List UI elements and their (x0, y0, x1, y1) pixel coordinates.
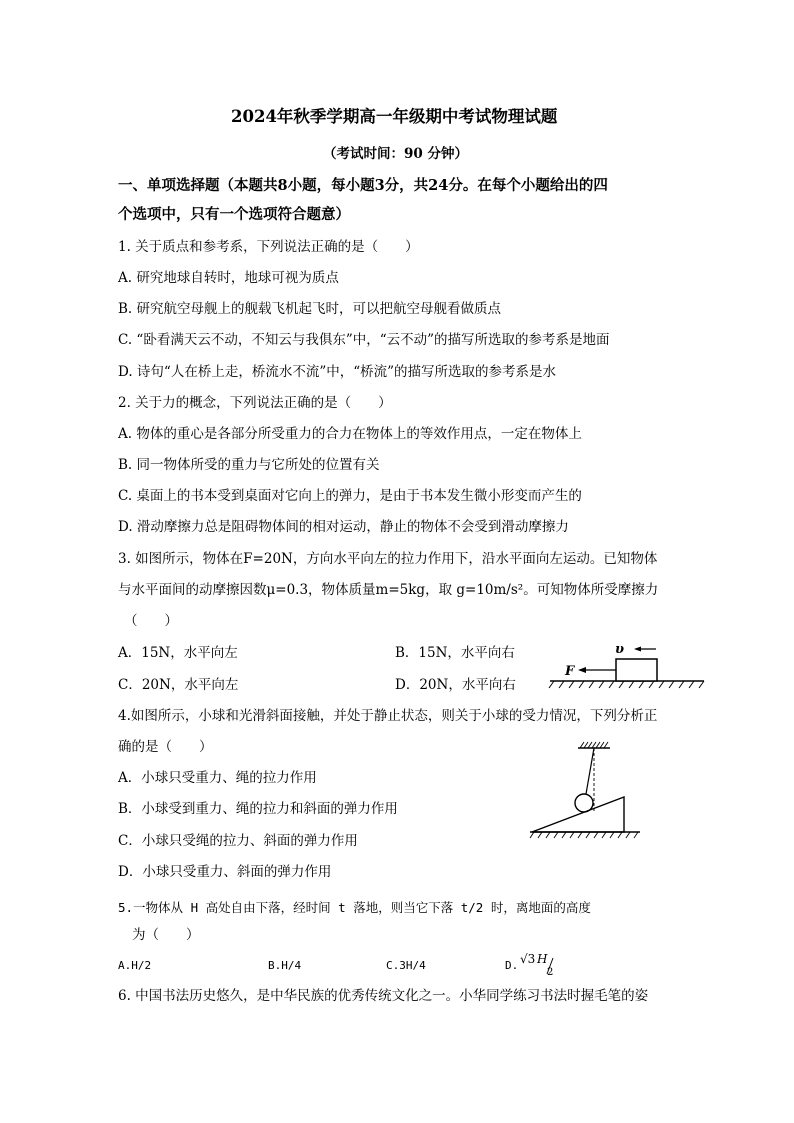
q3-option-b: B．15N，水平向右 (395, 645, 515, 661)
page-title: 2024年秋季学期高一年级期中考试物理试题 (231, 107, 558, 126)
q4-stem-line2: 确的是（ ） (118, 739, 213, 755)
q3-stem-line2: 与水平面间的动摩擦因数μ=0.3，物体质量m=5kg，取 g=10m/s²。可知物体所受摩擦力 (118, 582, 659, 598)
q5-option-c: C.3H/4 (386, 959, 426, 972)
q2-option-b: B. 同一物体所受的重力与它所处的位置有关 (118, 457, 380, 473)
q5-option-d-formula (520, 948, 556, 978)
q2-option-d: D. 滑动摩擦力总是阻碍物体间的相对运动，静止的物体不会受到滑动摩擦力 (118, 519, 569, 535)
q5-option-a: A.H/2 (118, 959, 152, 972)
section-heading-line1: 一、单项选择题（本题共8小题，每小题3分，共24分。在每个小题给出的四 (118, 177, 608, 194)
q1-option-d: D. 诗句“人在桥上走，桥流水不流”中，“桥流”的描写所选取的参考系是水 (118, 364, 557, 380)
q3-option-c: C．20N，水平向左 (118, 677, 239, 693)
velocity-label: υ (615, 642, 625, 657)
block (616, 659, 657, 681)
q5-option-d: D. (505, 959, 519, 972)
q5-option-b: B.H/4 (268, 959, 302, 972)
ground-hatching (549, 681, 704, 688)
q3-figure (548, 640, 708, 692)
q3-stem-line3: （ ） (124, 613, 178, 629)
q1-option-c: C. “卧看满天云不动，不知云与我俱东”中，“云不动”的描写所选取的参考系是地面 (118, 332, 610, 348)
string (586, 748, 594, 794)
q5-stem-line2: 为（ ） (132, 927, 200, 943)
q3-stem-line1: 3. 如图所示，物体在F=20N，方向水平向左的拉力作用下，沿水平面向左运动。已知物体 (118, 551, 658, 567)
floor-hatching (530, 832, 638, 838)
q4-option-b: B．小球受到重力、绳的拉力和斜面的弹力作用 (118, 801, 398, 817)
velocity-arrow-head (634, 647, 641, 652)
q1-option-a: A. 研究地球自转时，地球可视为质点 (118, 270, 339, 286)
ceiling-hatching (580, 742, 608, 748)
exam-duration: （考试时间：90 分钟） (323, 146, 468, 162)
q4-option-d: D．小球只受重力、斜面的弹力作用 (118, 864, 332, 880)
q1-option-b: B. 研究航空母舰上的舰载飞机起飞时，可以把航空母舰看做质点 (118, 301, 502, 317)
force-arrow-head (578, 667, 586, 673)
section-heading-line2: 个选项中，只有一个选项符合题意） (118, 206, 350, 223)
q4-option-a: A．小球只受重力、绳的拉力作用 (118, 770, 317, 786)
q2-option-c: C. 桌面上的书本受到桌面对它向上的弹力，是由于书本发生微小形变而产生的 (118, 488, 582, 504)
q4-option-c: C．小球只受绳的拉力、斜面的弹力作用 (118, 833, 358, 849)
q2-stem: 2. 关于力的概念，下列说法正确的是（ ） (118, 395, 392, 411)
q2-option-a: A. 物体的重心是各部分所受重力的合力在物体上的等效作用点，一定在物体上 (118, 426, 582, 442)
q4-figure (528, 740, 648, 845)
q5-stem-line1: 5.一物体从 H 高处自由下落，经时间 t 落地，则当它下落 t/2 时，离地面的高度 (118, 900, 591, 915)
force-label: F (565, 664, 575, 679)
q4-stem-line1: 4.如图所示，小球和光滑斜面接触，并处于静止状态，则关于小球的受力情况，下列分析正 (118, 708, 658, 724)
var-h: H (537, 952, 548, 966)
q6-stem-line1: 6. 中国书法历史悠久，是中华民族的优秀传统文化之一。小华同学练习书法时握毛笔的姿 (118, 988, 649, 1004)
sqrt-three: √3 (520, 952, 536, 966)
denominator: 2 (547, 967, 554, 978)
q3-option-a: A．15N，水平向左 (118, 645, 238, 661)
q3-option-d: D．20N，水平向右 (395, 677, 516, 693)
q1-stem: 1. 关于质点和参考系，下列说法正确的是（ ） (118, 239, 419, 255)
